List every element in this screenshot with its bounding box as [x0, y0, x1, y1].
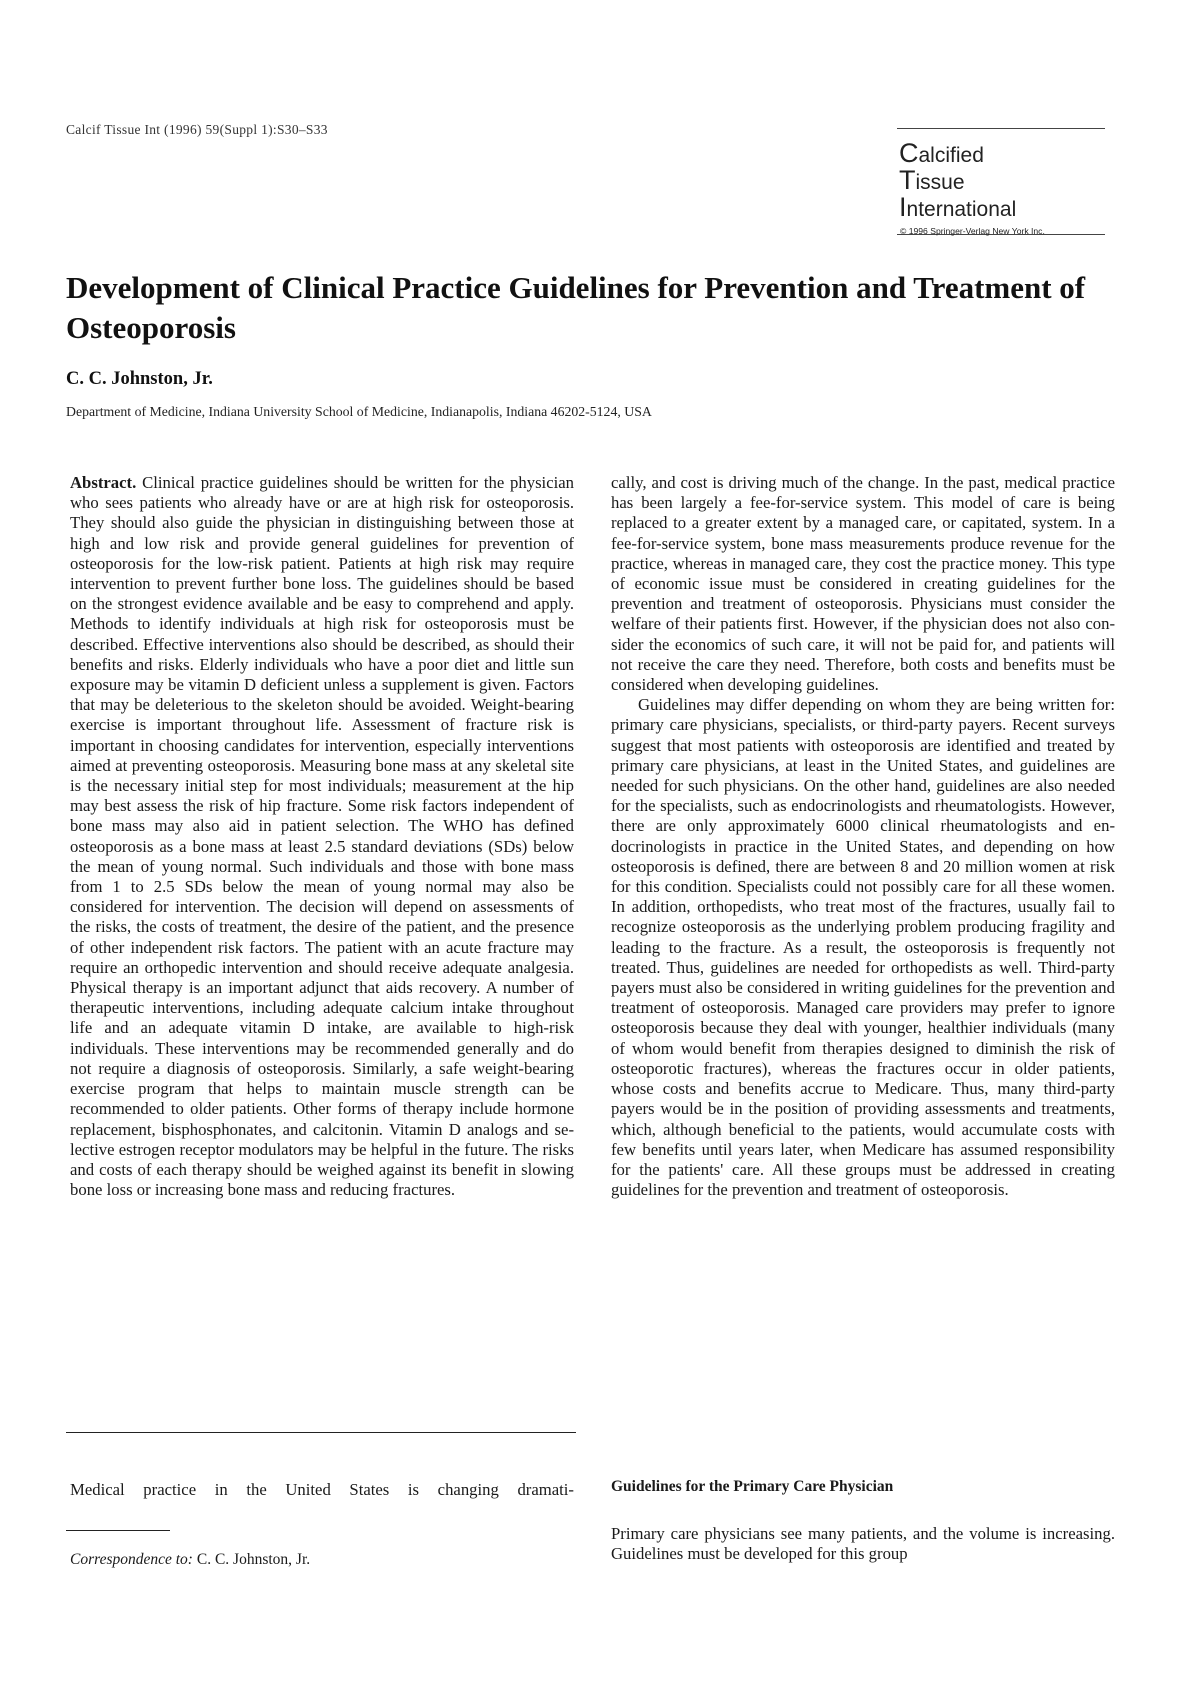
journal-logo-word: alcified [918, 144, 984, 167]
abstract-text: Clinical practice guidelines should be written for the physician who sees patients who already have or are at high risk for osteoporosis. They should also guide the physician in distinguishing between those at high and low risk and provide general guidelines for prevention of osteoporosis for the low-risk patient. Patients at high risk may require intervention to prevent further bone loss. The guidelines should be based on the strongest evidence available and be easy to comprehend and apply. Methods to identify individuals at high risk for osteoporosis must be described. Effective interventions also should be described, as should their benefits and risks. Elderly individuals who have a poor diet and little sun exposure may be vitamin D deficient unless a supplement is given. Factors that may be deleterious to the skeleton should be avoided. Weight-bearing exercise is important throughout life. Assessment of fracture risk is important in choosing candidates for intervention, especially interventions aimed at preventing osteoporosis. Measuring bone mass at any skeletal site is the necessary initial step for most individuals; measurement at the hip may best assess the risk of hip fracture. Some risk factors independent of bone mass may also aid in patient selection. The WHO has defined osteoporosis as a bone mass at least 2.5 standard deviations (SDs) below the mean of young normal. Such individuals and those with bone mass from 1 to 2.5 SDs below the mean of young normal may also be considered for intervention. The decision will depend on assessments of the risks, the costs of treatment, the desire of the patient, and the presence of other independent risk factors. The patient with an acute fracture may require an orthopedic intervention and should receive adequate analgesia. Physical therapy is an important adjunct that aids recovery. A number of therapeutic interventions, including adequate calcium intake throughout life and an adequate vitamin D intake, are available to high-risk individuals. These interventions may be recommended generally and do not require a diagnosis of osteoporosis. Similarly, a safe weight-bearing exercise program that helps to maintain muscle strength can be recommended to older patients. Other forms of therapy include hormone replacement, bisphosphonates, and calcitonin. Vitamin D analogs and selective estrogen receptor modulators may be helpful in the future. The risks and costs of each therapy should be weighed against its benefit in slowing bone loss or increasing bone mass and reducing fractures. [70, 473, 574, 1200]
section-heading: Guidelines for the Primary Care Physician [611, 1478, 894, 1495]
correspondence-footnote [70, 1551, 310, 1569]
correspondence-label: Correspondence to: [70, 1551, 193, 1568]
abstract-paragraph [70, 473, 574, 1200]
journal-logo-line-tissue [899, 165, 1105, 195]
abstract-column [70, 473, 574, 1200]
journal-logo-initial: T [899, 165, 916, 195]
author-affiliation: Department of Medicine, Indiana University School of Medicine, Indianapolis, Indiana 46202-5124, USA [66, 404, 652, 419]
correspondence-name: C. C. Johnston, Jr. [196, 1551, 311, 1568]
footnote-divider [66, 1530, 170, 1531]
right-column [611, 473, 1115, 1200]
body-paragraph-1: cally, and cost is driving much of the change. In the past, medical practice has been largely a fee-for-service system. This model of care is being replaced to a greater extent by a managed care, or capitated, system. In a fee-for-service system, bone mass measurements produce revenue for the practice, whereas in managed care, they cost the practice money. This type of economic issue must be considered in creating guidelines for the prevention and treatment of osteoporosis. Physicians must consider the welfare of their patients first. However, if the physician does not also consider the economics of such care, it will not be paid for, and patients will not receive the care they need. Therefore, both costs and benefits must be considered when developing guidelines. [611, 473, 1115, 695]
journal-logo-initial: C [899, 138, 919, 168]
abstract-divider [66, 1432, 576, 1433]
journal-logo-initial: I [899, 192, 907, 222]
article-title: Development of Clinical Practice Guidelines for Prevention and Treatment of Osteoporosis [66, 270, 1086, 345]
section-paragraph: Primary care physicians see many patients, and the volume is increasing. Guidelines must be developed for this group [611, 1524, 1115, 1564]
journal-logo-line-international [899, 192, 1105, 222]
abstract-label: Abstract. [70, 473, 137, 492]
journal-citation: Calcif Tissue Int (1996) 59(Suppl 1):S30–S33 [66, 122, 328, 137]
journal-logo-line-calcified [899, 138, 1105, 168]
journal-logo-word: nternational [906, 198, 1017, 221]
journal-logo [897, 128, 1105, 235]
intro-paragraph: Medical practice in the United States is changing dramati- [70, 1480, 574, 1499]
article-author: C. C. Johnston, Jr. [66, 369, 213, 389]
body-paragraph-2: Guidelines may differ depending on whom they are being written for: primary care physicians, specialists, or third-party payers. Recent surveys suggest that most patients with osteoporosis are identified and treated by primary care physicians, at least in the United States, and guidelines are needed for such physicians. On the other hand, guidelines are also needed for the specialists, such as endocrinologists and rheumatologists. However, there are only approximately 6000 clinical rheumatologists and endocrinologists in practice in the United States, and depending on how osteoporosis is defined, there are between 8 and 20 million women at risk for this condition. Specialists could not possibly care for all these women. In addition, orthopedists, who treat most of the fractures, usually fail to recognize osteoporosis as the underlying problem producing fragility and leading to the fracture. As a result, the osteoporosis is frequently not treated. Thus, guidelines are needed for orthopedists as well. Third-party payers must also be considered in writing guidelines for the prevention and treatment of osteoporosis. Managed care providers may prefer to ignore osteoporosis because they deal with younger, healthier individuals (many of whom would benefit from therapies designed to diminish the risk of osteoporotic fractures), whereas the fractures occur in older patients, whose costs and benefits accrue to Medicare. Thus, many third-party payers would be in the position of providing assessments and treatments, which, although beneficial to the patients, would accumulate costs with few benefits until years later, when Medicare has assumed responsibility for the patients' care. All these groups must be addressed in creating guidelines for the prevention and treatment of osteoporosis. [611, 695, 1115, 1200]
copyright-notice: © 1996 Springer-Verlag New York Inc. [900, 226, 1045, 236]
journal-logo-word: issue [915, 171, 965, 194]
